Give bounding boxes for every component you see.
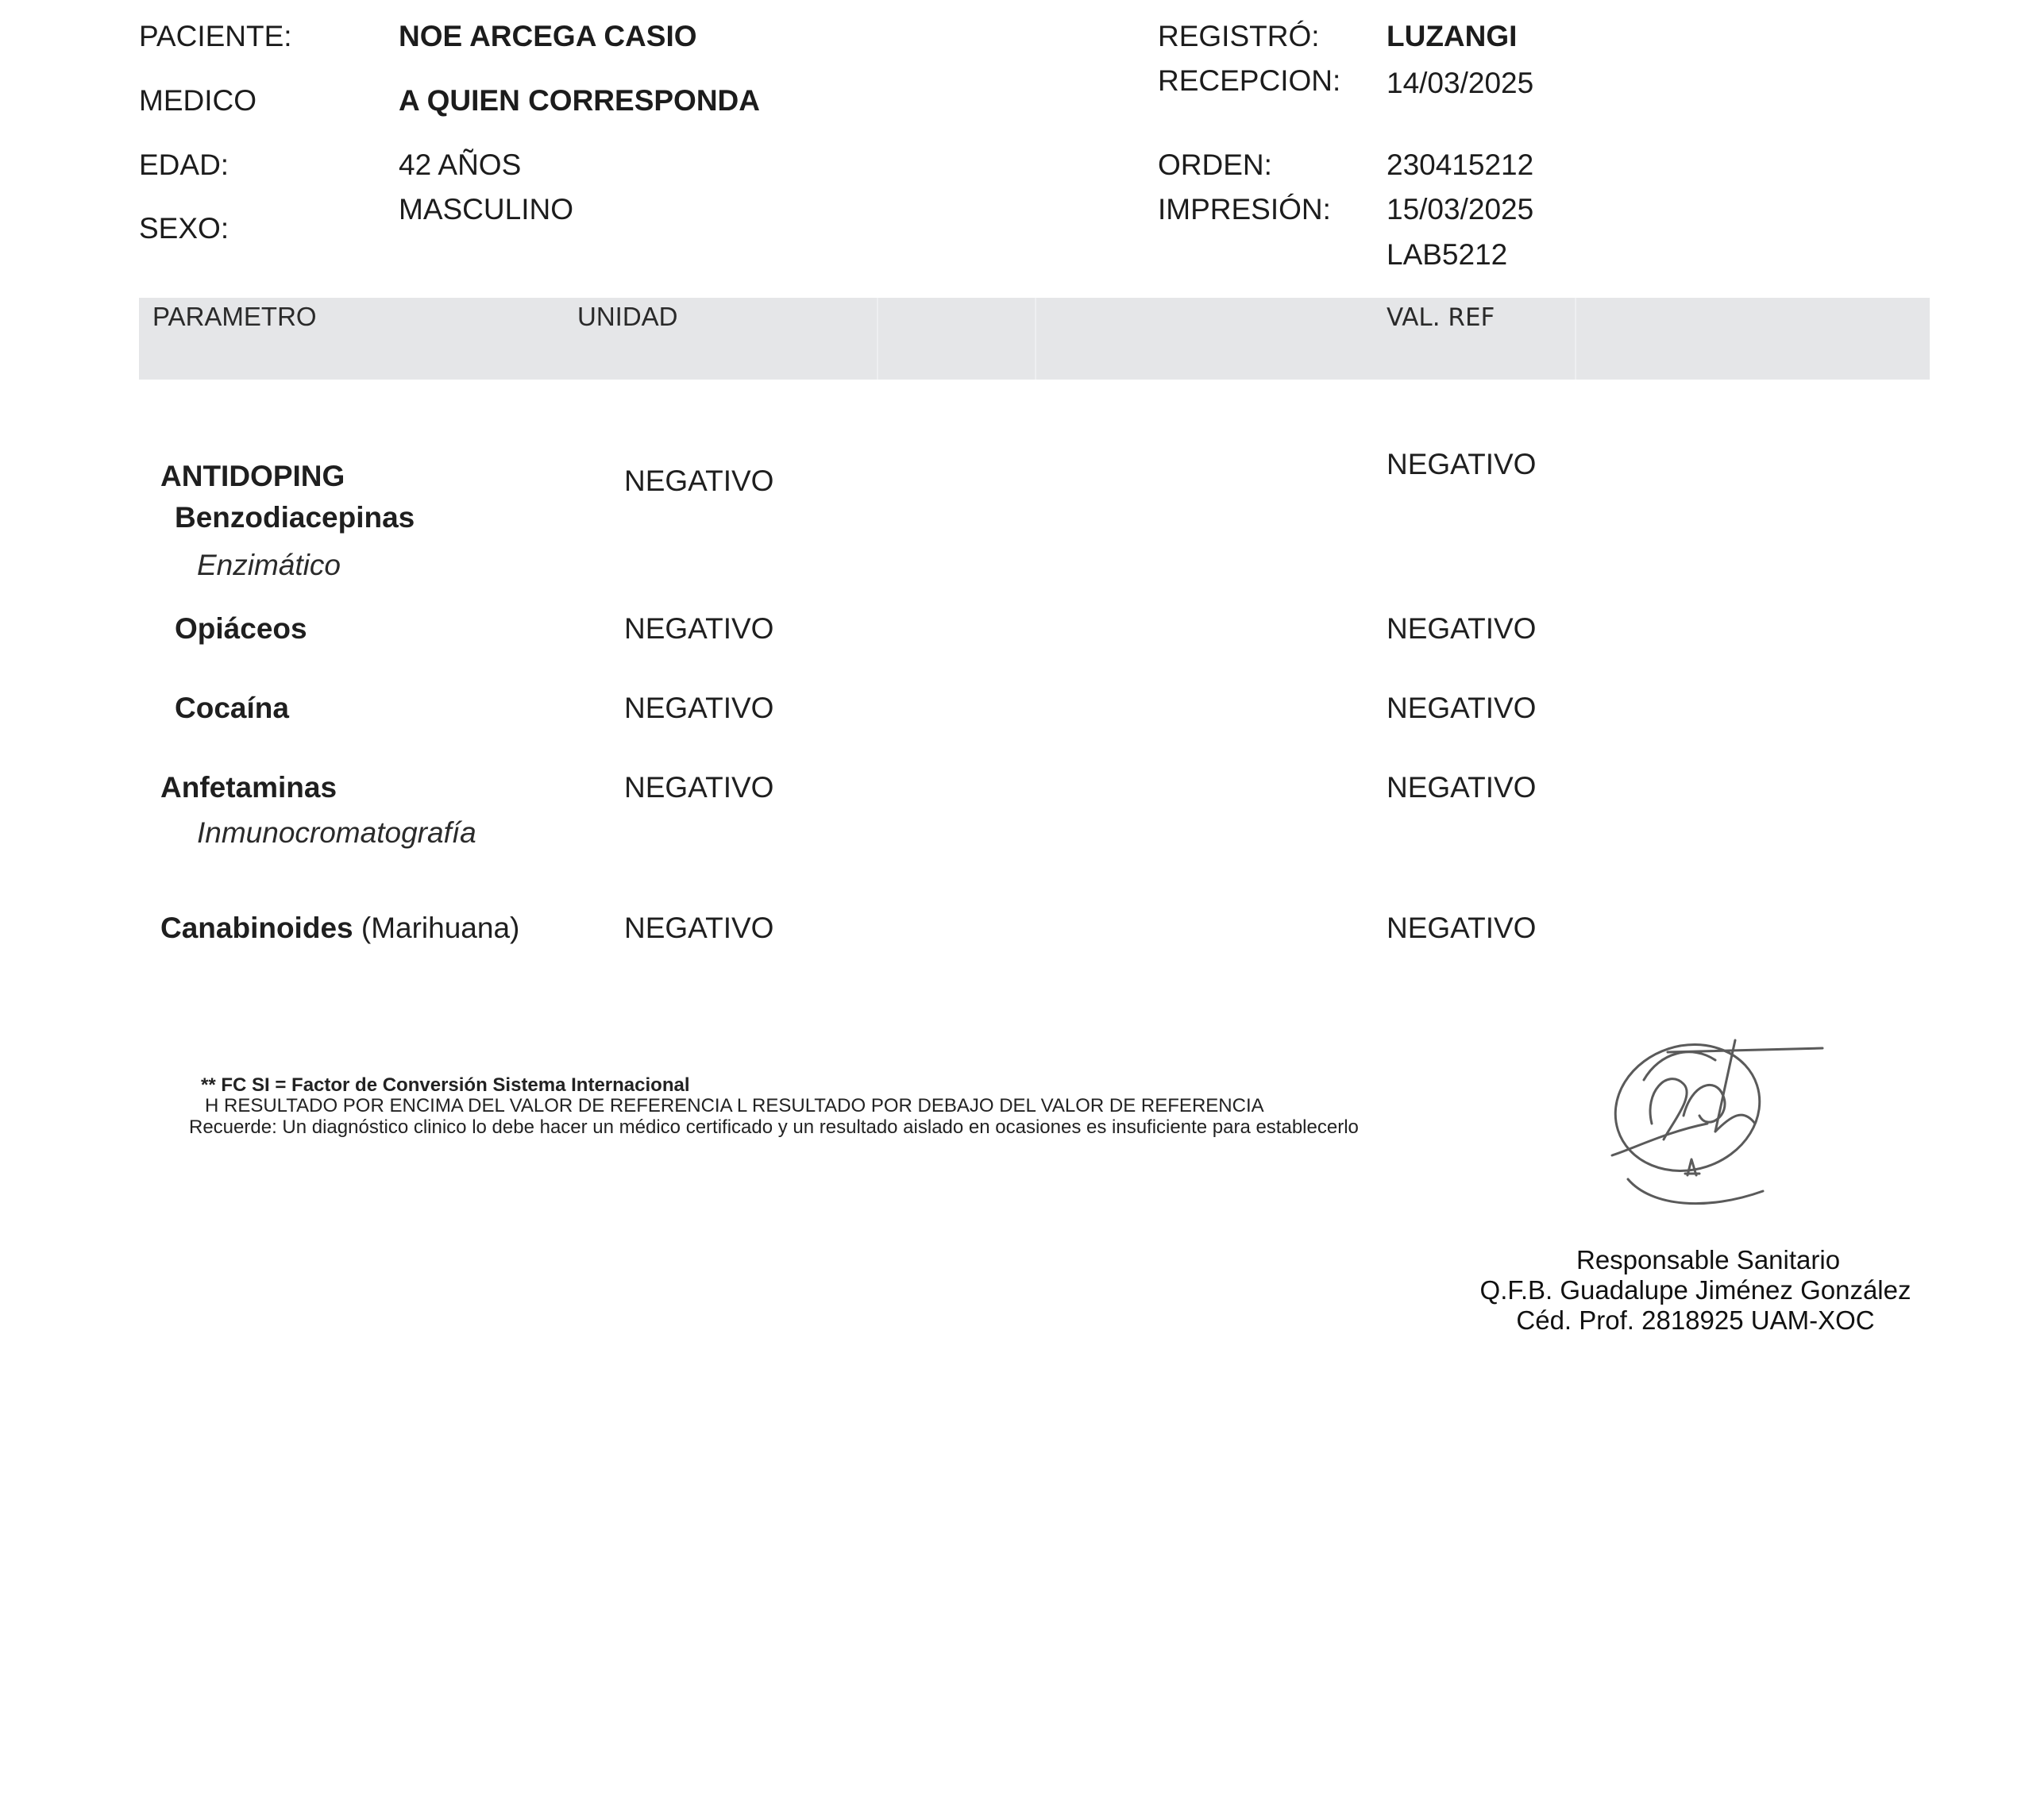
param-cocaina: Cocaína: [175, 692, 289, 724]
result-canabinoides: NEGATIVO: [624, 912, 774, 944]
paciente-label: PACIENTE:: [139, 20, 292, 52]
method-enzimatico: Enzimático: [197, 549, 341, 581]
medico-label: MEDICO: [139, 84, 256, 117]
param-canabinoides-row: [160, 913, 519, 943]
signature-license: Céd. Prof. 2818925 UAM-XOC: [1516, 1305, 1875, 1335]
orden-value: 230415212: [1387, 148, 1534, 181]
column-divider: [1575, 298, 1576, 380]
column-divider: [1035, 298, 1036, 380]
param-anfetaminas: Anfetaminas: [160, 771, 338, 804]
signature-title: Responsable Sanitario: [1576, 1245, 1841, 1274]
paciente-value: NOE ARCEGA CASIO: [399, 20, 697, 52]
footnote-fc-si: ** FC SI = Factor de Conversión Sistema Internacional: [201, 1074, 690, 1096]
footnote-h-l-legend: H RESULTADO POR ENCIMA DEL VALOR DE REFERENCIA L RESULTADO POR DEBAJO DEL VALOR DE REFERENCIA: [205, 1095, 1264, 1116]
result-benzodiacepinas: NEGATIVO: [624, 465, 774, 497]
ref-cocaina: NEGATIVO: [1387, 692, 1537, 724]
column-header-parametro: PARAMETRO: [152, 302, 317, 331]
method-inmunocromatografia: Inmunocromatografía: [197, 816, 476, 849]
column-divider: [877, 298, 878, 380]
recepcion-value: 14/03/2025: [1387, 67, 1534, 99]
ref-opiaceos: NEGATIVO: [1387, 612, 1537, 645]
result-anfetaminas: NEGATIVO: [624, 771, 774, 804]
ref-anfetaminas: NEGATIVO: [1387, 771, 1537, 804]
param-canabinoides-qualifier: (Marihuana): [361, 912, 520, 944]
impresion-label: IMPRESIÓN:: [1158, 193, 1331, 226]
medico-value: A QUIEN CORRESPONDA: [399, 84, 761, 117]
lab-code: LAB5212: [1387, 238, 1508, 271]
footnote-disclaimer: Recuerde: Un diagnóstico clinico lo debe hacer un médico certificado y un resultado aislado en ocasiones es insuficiente para establecerlo: [189, 1116, 1359, 1138]
section-title-antidoping: ANTIDOPING: [160, 460, 345, 492]
registro-label: REGISTRÓ:: [1158, 20, 1320, 52]
column-header-val-ref: VAL. REF: [1387, 303, 1495, 332]
handwritten-signature: [1596, 1020, 1834, 1223]
param-opiaceos: Opiáceos: [175, 612, 307, 645]
edad-value: 42 AÑOS: [399, 148, 522, 181]
param-canabinoides: Canabinoides: [160, 912, 353, 944]
ref-benzodiacepinas: NEGATIVO: [1387, 448, 1537, 480]
result-opiaceos: NEGATIVO: [624, 612, 774, 645]
orden-label: ORDEN:: [1158, 148, 1272, 181]
sexo-value: MASCULINO: [399, 193, 573, 226]
recepcion-label: RECEPCION:: [1158, 64, 1341, 97]
edad-label: EDAD:: [139, 148, 230, 181]
result-cocaina: NEGATIVO: [624, 692, 774, 724]
signature-name: Q.F.B. Guadalupe Jiménez González: [1479, 1275, 1911, 1305]
ref-canabinoides: NEGATIVO: [1387, 912, 1537, 944]
registro-value: LUZANGI: [1387, 20, 1518, 52]
sexo-label: SEXO:: [139, 212, 230, 245]
param-benzodiacepinas: Benzodiacepinas: [175, 501, 415, 534]
column-header-unidad: UNIDAD: [577, 302, 678, 331]
impresion-value: 15/03/2025: [1387, 193, 1534, 226]
